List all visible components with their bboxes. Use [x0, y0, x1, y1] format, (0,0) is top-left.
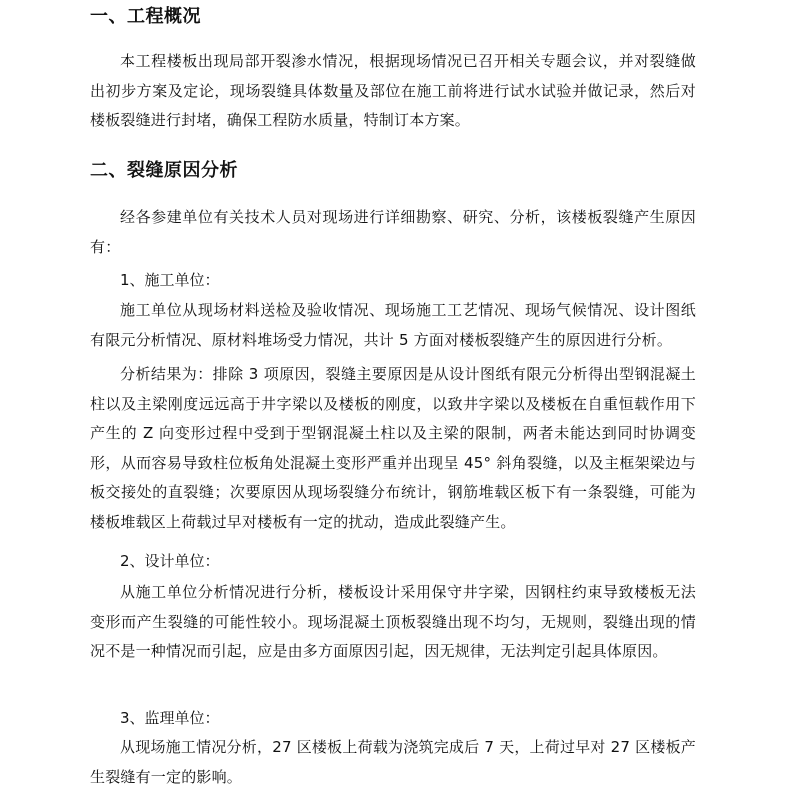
- design-unit-paragraph: 从施工单位分析情况进行分析，楼板设计采用保守井字梁，因钢柱约束导致楼板无法变形而产生裂缝的可能性较小。现场混凝土顶板裂缝出现不均匀，无规则，裂缝出现的情况不是一种情况而引起，应是由多方面原因引起，因无规律，无法判定引起具体原因。: [90, 583, 696, 661]
- project-overview-paragraph: 本工程楼板出现局部开裂渗水情况，根据现场情况已召开相关专题会议，并对裂缝做出初步方案及定论，现场裂缝具体数量及部位在施工前将进行试水试验并做记录，然后对楼板裂缝进行封堵，确保工程防水质量，特制订本方案。: [90, 52, 696, 130]
- section-heading-crack-cause-analysis: 二、裂缝原因分析: [90, 160, 238, 181]
- supervision-unit-paragraph: 从现场施工情况分析，27 区楼板上荷载为浇筑完成后 7 天，上荷过早对 27 区楼板产生裂缝有一定的影响。: [90, 738, 696, 786]
- design-unit-subheading: 2、设计单位：: [120, 552, 220, 570]
- crack-cause-intro-paragraph: 经各参建单位有关技术人员对现场进行详细勘察、研究、分析，该楼板裂缝产生原因有：: [90, 208, 696, 256]
- analysis-result-paragraph: 分析结果为：排除 3 项原因，裂缝主要原因是从设计图纸有限元分析得出型钢混凝土柱以及主梁刚度远远高于井字梁以及楼板的刚度，以致井字梁以及楼板在自重恒载作用下产生的 Z 向变形过程中受到于型钢混凝土柱以及主梁的限制，两者未能达到同时协调变形，从而容易导致柱位板角处混凝土变形严重并出现呈 45° 斜角裂缝，以及主框架梁边与板交接处的直裂缝；次要原因从现场裂缝分布统计，钢筋堆载区板下有一条裂缝，可能为楼板堆载区上荷载过早对楼板有一定的扰动，造成此裂缝产生。: [90, 365, 696, 531]
- construction-unit-paragraph: 施工单位从现场材料送检及验收情况、现场施工工艺情况、现场气候情况、设计图纸有限元分析情况、原材料堆场受力情况，共计 5 方面对楼板裂缝产生的原因进行分析。: [90, 301, 696, 349]
- section-heading-project-overview: 一、工程概况: [90, 6, 201, 27]
- construction-unit-subheading: 1、施工单位：: [120, 271, 220, 289]
- supervision-unit-subheading: 3、监理单位：: [120, 709, 220, 727]
